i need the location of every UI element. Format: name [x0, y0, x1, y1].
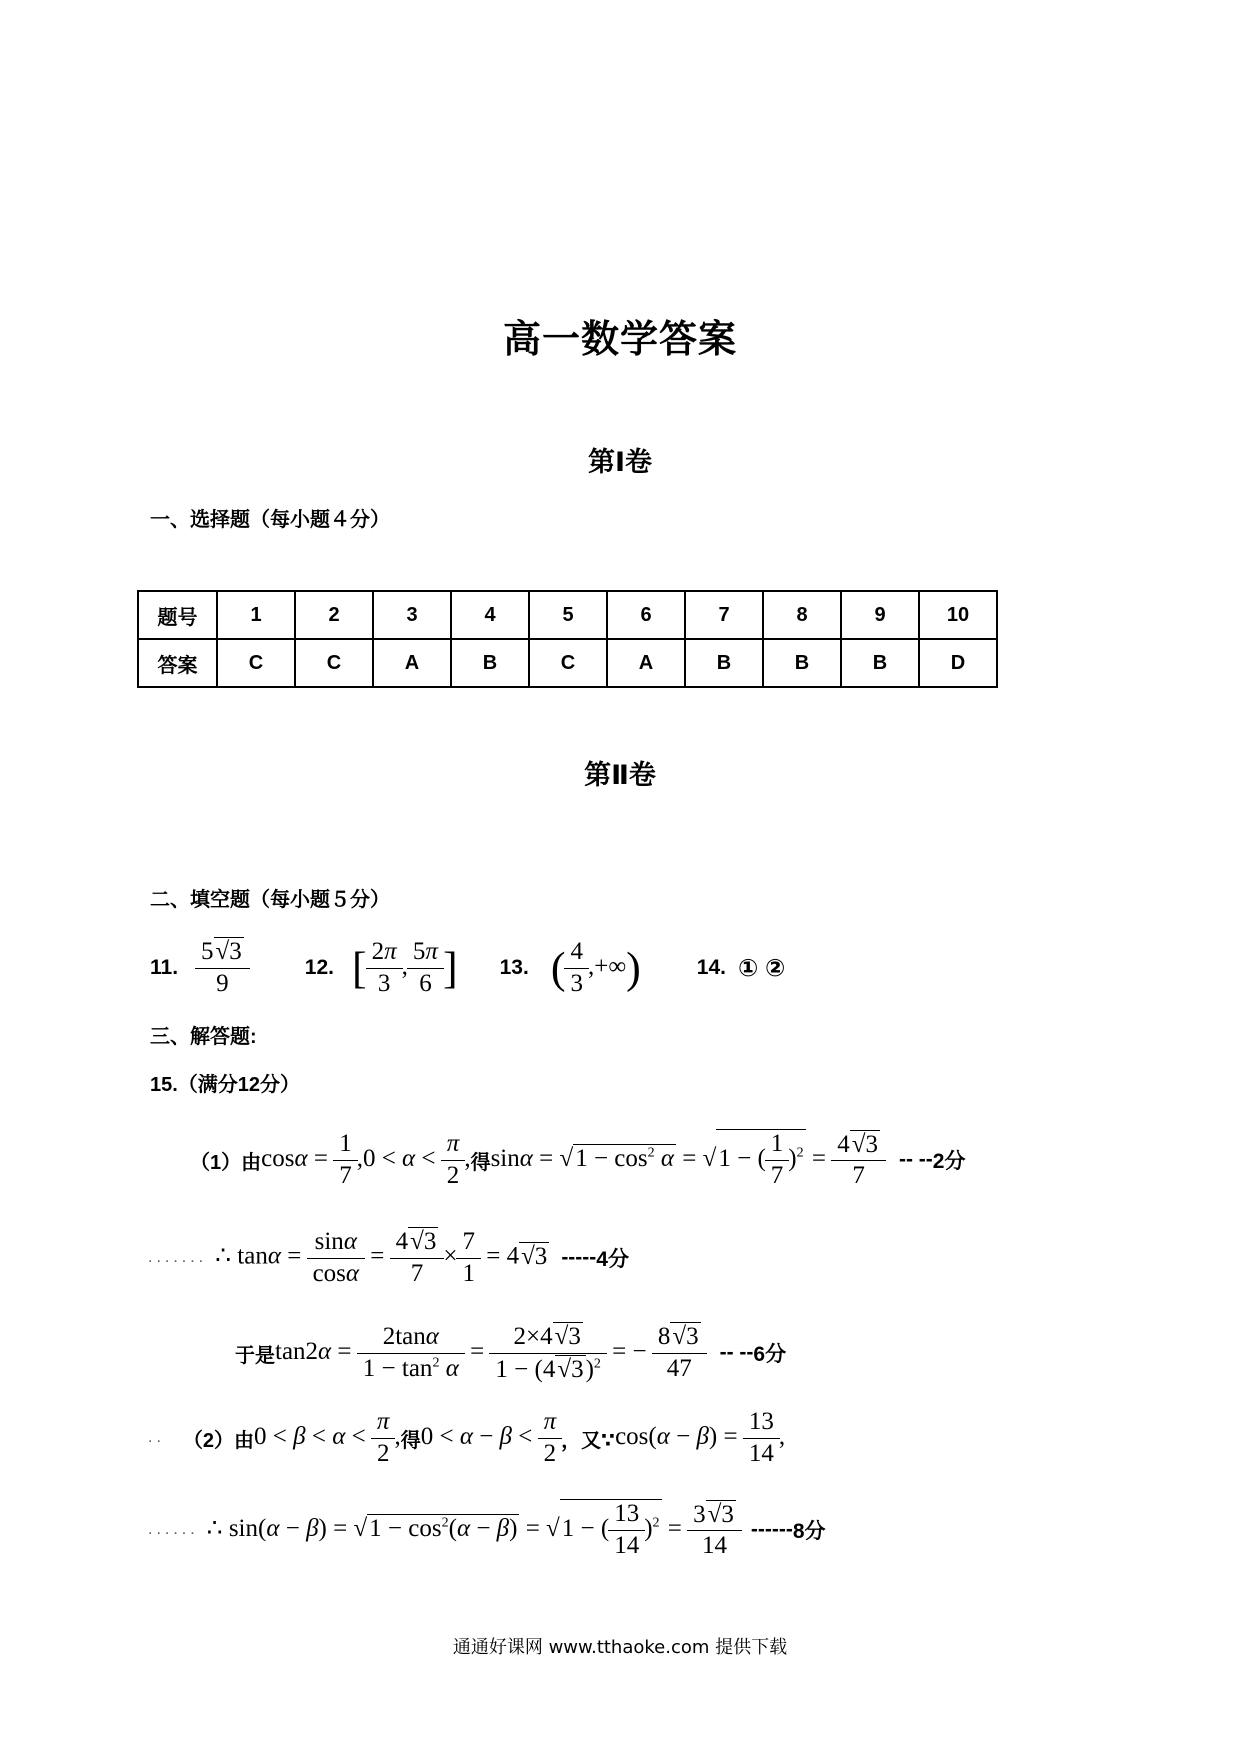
formula: cosα = $\frac{1}{7}$ ,0 < α < $\frac{\pi}{2}$ ,: [261, 1129, 471, 1189]
solution-step-4: .. （2）由 0 < β < α < $\frac{\pi}{2}$ , 得 0 < α − β < $\frac{\pi}{2}$ ，又∵ cos(α − β) = $\frac{13}{14}$ ,: [148, 1407, 786, 1467]
table-row: [138, 639, 997, 687]
answer-11: $\frac{5√3}{9}$: [196, 937, 249, 999]
table-cell: 6: [607, 591, 685, 639]
section-solution-heading: 三、解答题:: [150, 1026, 257, 1048]
score: 8分: [792, 1520, 826, 1543]
table-cell: B: [841, 639, 919, 687]
solution-step-5: ...... ∴ $\sin(\alpha - \beta) = √1 - \cos^2(\alpha - \beta) = √1$ − ( $\frac{13}{14}$ )$^2$ = $\frac{3√3}{14}$ ------ 8分: [148, 1500, 826, 1560]
step-text: ，又∵: [561, 1429, 616, 1452]
table-row: [138, 591, 997, 639]
table-header-cell: 题号: [138, 591, 217, 639]
question-number: 13.: [499, 956, 529, 979]
question-number: 14.: [696, 956, 726, 979]
answer-12: [ $\frac{2\pi}{3}$ , $\frac{5\pi}{6}$ ]: [351, 937, 458, 997]
table-cell: D: [919, 639, 997, 687]
question-number: 12.: [304, 956, 334, 979]
table-cell: A: [607, 639, 685, 687]
formula: $\sin\alpha = √1 - \cos^2 \alpha = √1$ − ( $\frac{1}{7}$ )$^2$ = $\frac{4√3}{7}$: [491, 1129, 885, 1191]
table-cell: 3: [373, 591, 451, 639]
table-cell: 5: [529, 591, 607, 639]
table-cell: A: [373, 639, 451, 687]
fill-answers-row: [150, 928, 785, 1008]
step-text: 得: [400, 1429, 421, 1452]
formula: cos(α − β) = $\frac{13}{14}$ ,: [615, 1407, 786, 1467]
table-cell: C: [295, 639, 373, 687]
answer-table: [137, 590, 998, 688]
question-15-heading: 15.（满分12分）: [150, 1074, 301, 1096]
step-label: （2）由: [182, 1429, 255, 1452]
section-fill-heading: 二、填空题（每小题５分）: [150, 889, 390, 911]
section-choice-heading: 一、选择题（每小题４分）: [150, 509, 390, 531]
table-cell: B: [685, 639, 763, 687]
table-cell: B: [763, 639, 841, 687]
table-cell: B: [451, 639, 529, 687]
formula: tan2α = $\frac{2\tan\alpha}{1 - \tan^2 \alpha}$ = $\frac{2\times 4√3}{1 - (4√3)^2}$ = − $\frac{8√3}{47}$: [275, 1322, 706, 1385]
solution-step-1: （1）由 cosα = $\frac{1}{7}$ ,0 < α < $\frac{\pi}{2}$ , 得 $\sin\alpha = √1 - \cos^2 \alpha = √1$ − ( $\frac{1}{7}$ )$^2$ = $\frac{4√3}{7}$ -- -- 2分: [190, 1129, 966, 1190]
formula: 0 < β < α < $\frac{\pi}{2}$ ,: [254, 1407, 401, 1467]
step-text: 得: [470, 1151, 491, 1174]
answer-14: ① ②: [738, 954, 786, 982]
table-cell: 7: [685, 591, 763, 639]
step-label: （1）由: [190, 1151, 262, 1174]
formula: 0 < α − β < $\frac{\pi}{2}$: [421, 1408, 561, 1469]
question-number: 11.: [150, 956, 179, 979]
table-cell: 9: [841, 591, 919, 639]
volume-1-heading: 第Ⅰ卷: [587, 447, 653, 477]
page-title: 高一数学答案: [502, 319, 737, 361]
formula: ∴ $\sin(\alpha - \beta) = √1 - \cos^2(\alpha - \beta) = √1$ − ( $\frac{13}{14}$ )$^2$ = $\frac{3√3}{14}$: [207, 1499, 741, 1561]
formula: ∴ tanα = $\frac{\sin\alpha}{\cos\alpha}$ = $\frac{4√3}{7}$ × $\frac{7}{1}$ = 4√3: [215, 1227, 548, 1287]
table-header-cell: 答案: [138, 639, 217, 687]
table-cell: C: [529, 639, 607, 687]
step-label: 于是: [235, 1344, 275, 1367]
score: 4分: [596, 1248, 629, 1271]
volume-2-heading: 第Ⅱ卷: [584, 760, 656, 790]
score: 6分: [753, 1343, 787, 1366]
table-cell: 8: [763, 591, 841, 639]
table-cell: 4: [451, 591, 529, 639]
table-cell: 10: [919, 591, 997, 639]
footer-credit: 通通好课网 www.tthaoke.com 提供下载: [452, 1637, 788, 1658]
solution-step-2: ....... ∴ tanα = $\frac{\sin\alpha}{\cos\alpha}$ = $\frac{4√3}{7}$ × $\frac{7}{1}$ = 4√3 ----- 4分: [148, 1227, 629, 1287]
score: 2分: [932, 1150, 966, 1173]
solution-step-3: 于是 tan2α = $\frac{2\tan\alpha}{1 - \tan^2 \alpha}$ = $\frac{2\times 4√3}{1 - (4√3)^2}$ = − $\frac{8√3}{47}$ -- -- 6分: [235, 1322, 787, 1383]
table-cell: 1: [217, 591, 295, 639]
table-cell: 2: [295, 591, 373, 639]
answer-13: ( $\frac{4}{3}$ ,+∞): [550, 937, 641, 997]
table-cell: C: [217, 639, 295, 687]
